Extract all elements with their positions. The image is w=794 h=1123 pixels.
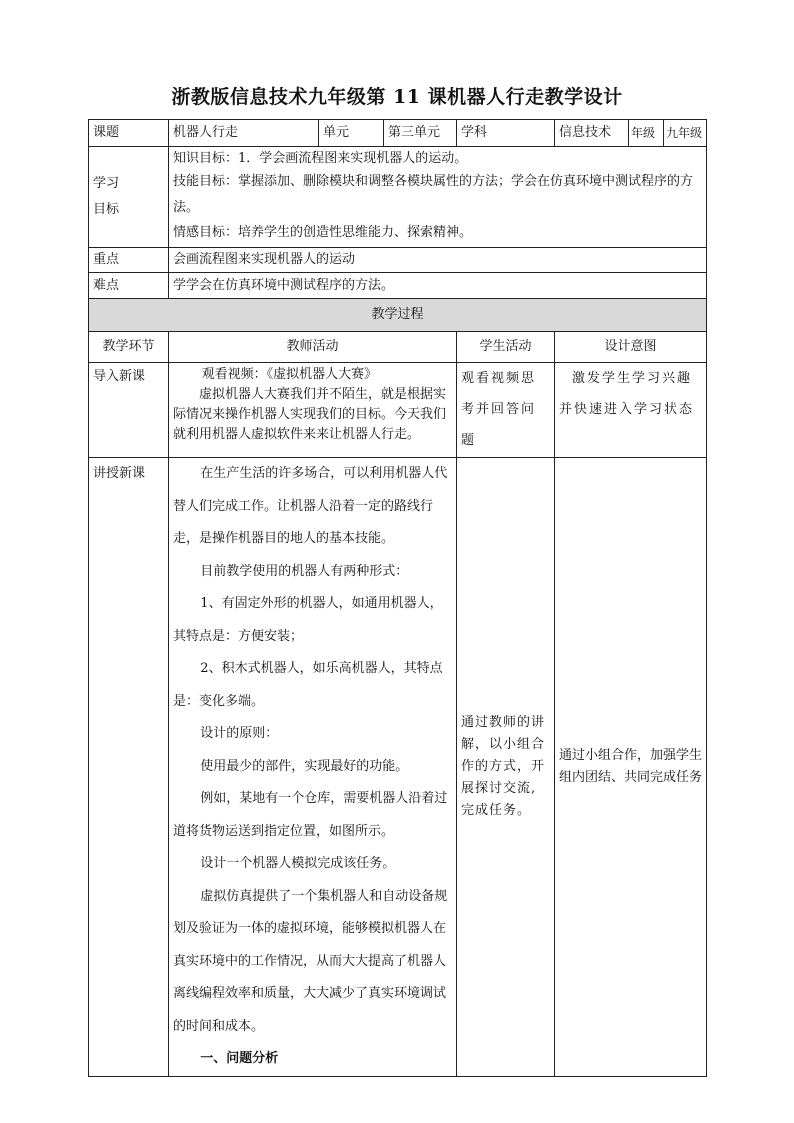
- col-intent: 设计意图: [555, 332, 707, 363]
- lecture-paragraph: 在生产生活的许多场合，可以利用机器人代替人们完成工作。让机器人沿着一定的路线行走，是操作机器目的地人的基本技能。: [173, 466, 448, 546]
- lecture-paragraph: 虚拟仿真提供了一个集机器人和自动设备规划及验证为一体的虚拟环境，能够模拟机器人在真实环境中的工作情况，从而大大提高了机器人离线编程效率和质量，大大减少了真实环境调试的时间和成本。: [173, 888, 448, 1034]
- subject-value: 信息技术: [555, 120, 629, 147]
- key-point-label: 重点: [89, 248, 169, 273]
- intro-student: 观看视频思考并回答问题: [457, 363, 555, 458]
- intro-intent: 激发学生学习兴趣并快速进入学习状态: [555, 363, 707, 458]
- lecture-paragraph: 使用最少的部件，实现最好的功能。: [200, 758, 409, 774]
- intro-teacher-para: 虚拟机器人大赛我们并不陌生，就是根据实际情况来操作机器人实现我们的目标。今天我们就利用机器人虚拟软件来来让机器人行走。: [173, 387, 447, 442]
- unit-label: 单元: [319, 120, 384, 147]
- goals-label: 学习 目标: [89, 147, 169, 248]
- lecture-intent: 通过小组合作，加强学生组内团结、共同完成任务: [555, 458, 707, 1077]
- grade-label: 年级: [629, 120, 664, 146]
- col-student: 学生活动: [457, 332, 555, 363]
- lecture-stage: 讲授新课: [89, 458, 169, 1077]
- skill-goal: 技能目标：掌握添加、删除模块和调整各模块属性的方法；学会在仿真环境中测试程序的方法。: [173, 174, 694, 215]
- lecture-paragraph: 设计一个机器人模拟完成该任务。: [200, 856, 396, 871]
- course-value: 机器人行走: [169, 120, 319, 147]
- lecture-paragraph: 设计的原则：: [200, 726, 279, 741]
- knowledge-goal: 知识目标：1．学会画流程图来实现机器人的运动。: [173, 151, 468, 166]
- course-label: 课题: [89, 120, 169, 147]
- lecture-paragraph: 目前教学使用的机器人有两种形式：: [200, 563, 409, 579]
- subject-label: 学科: [457, 120, 555, 147]
- section-heading: 一、问题分析: [200, 1051, 279, 1066]
- document-title: 浙教版信息技术九年级第 11 课机器人行走教学设计: [171, 86, 623, 108]
- key-point-value: 会画流程图来实现机器人的运动: [169, 248, 707, 273]
- goals-content: [169, 147, 707, 248]
- difficulty-label: 难点: [89, 273, 169, 299]
- lecture-paragraph: 1、有固定外形的机器人，如通用机器人，其特点是：方便安装；: [173, 596, 443, 644]
- intro-teacher: [169, 363, 457, 458]
- emotion-goal: 情感目标：培养学生的创造性思维能力、探索精神。: [173, 225, 473, 240]
- lecture-teacher: [169, 458, 457, 1077]
- col-stage: 教学环节: [89, 332, 169, 363]
- intro-stage: 导入新课: [89, 363, 169, 458]
- col-teacher: 教师活动: [169, 332, 457, 363]
- grade-value: 九年级: [666, 126, 703, 140]
- lecture-paragraph: 例如，某地有一个仓库，需要机器人沿着过道将货物运送到指定位置，如图所示。: [173, 791, 448, 839]
- lesson-plan-table: [88, 119, 707, 1077]
- intro-teacher-line1: 观看视频：《虚拟机器人大赛》: [201, 367, 378, 382]
- process-header: 教学过程: [89, 299, 707, 332]
- lecture-paragraph: 2、积木式机器人，如乐高机器人，其特点是：变化多端。: [173, 661, 443, 709]
- grade-cell: [629, 120, 707, 147]
- difficulty-value: 学学会在仿真环境中测试程序的方法。: [169, 273, 707, 299]
- unit-value: 第三单元: [384, 120, 457, 147]
- lecture-student: 通过教师的讲解，以小组合作的方式，开展探讨交流,完成任务。: [457, 458, 555, 1077]
